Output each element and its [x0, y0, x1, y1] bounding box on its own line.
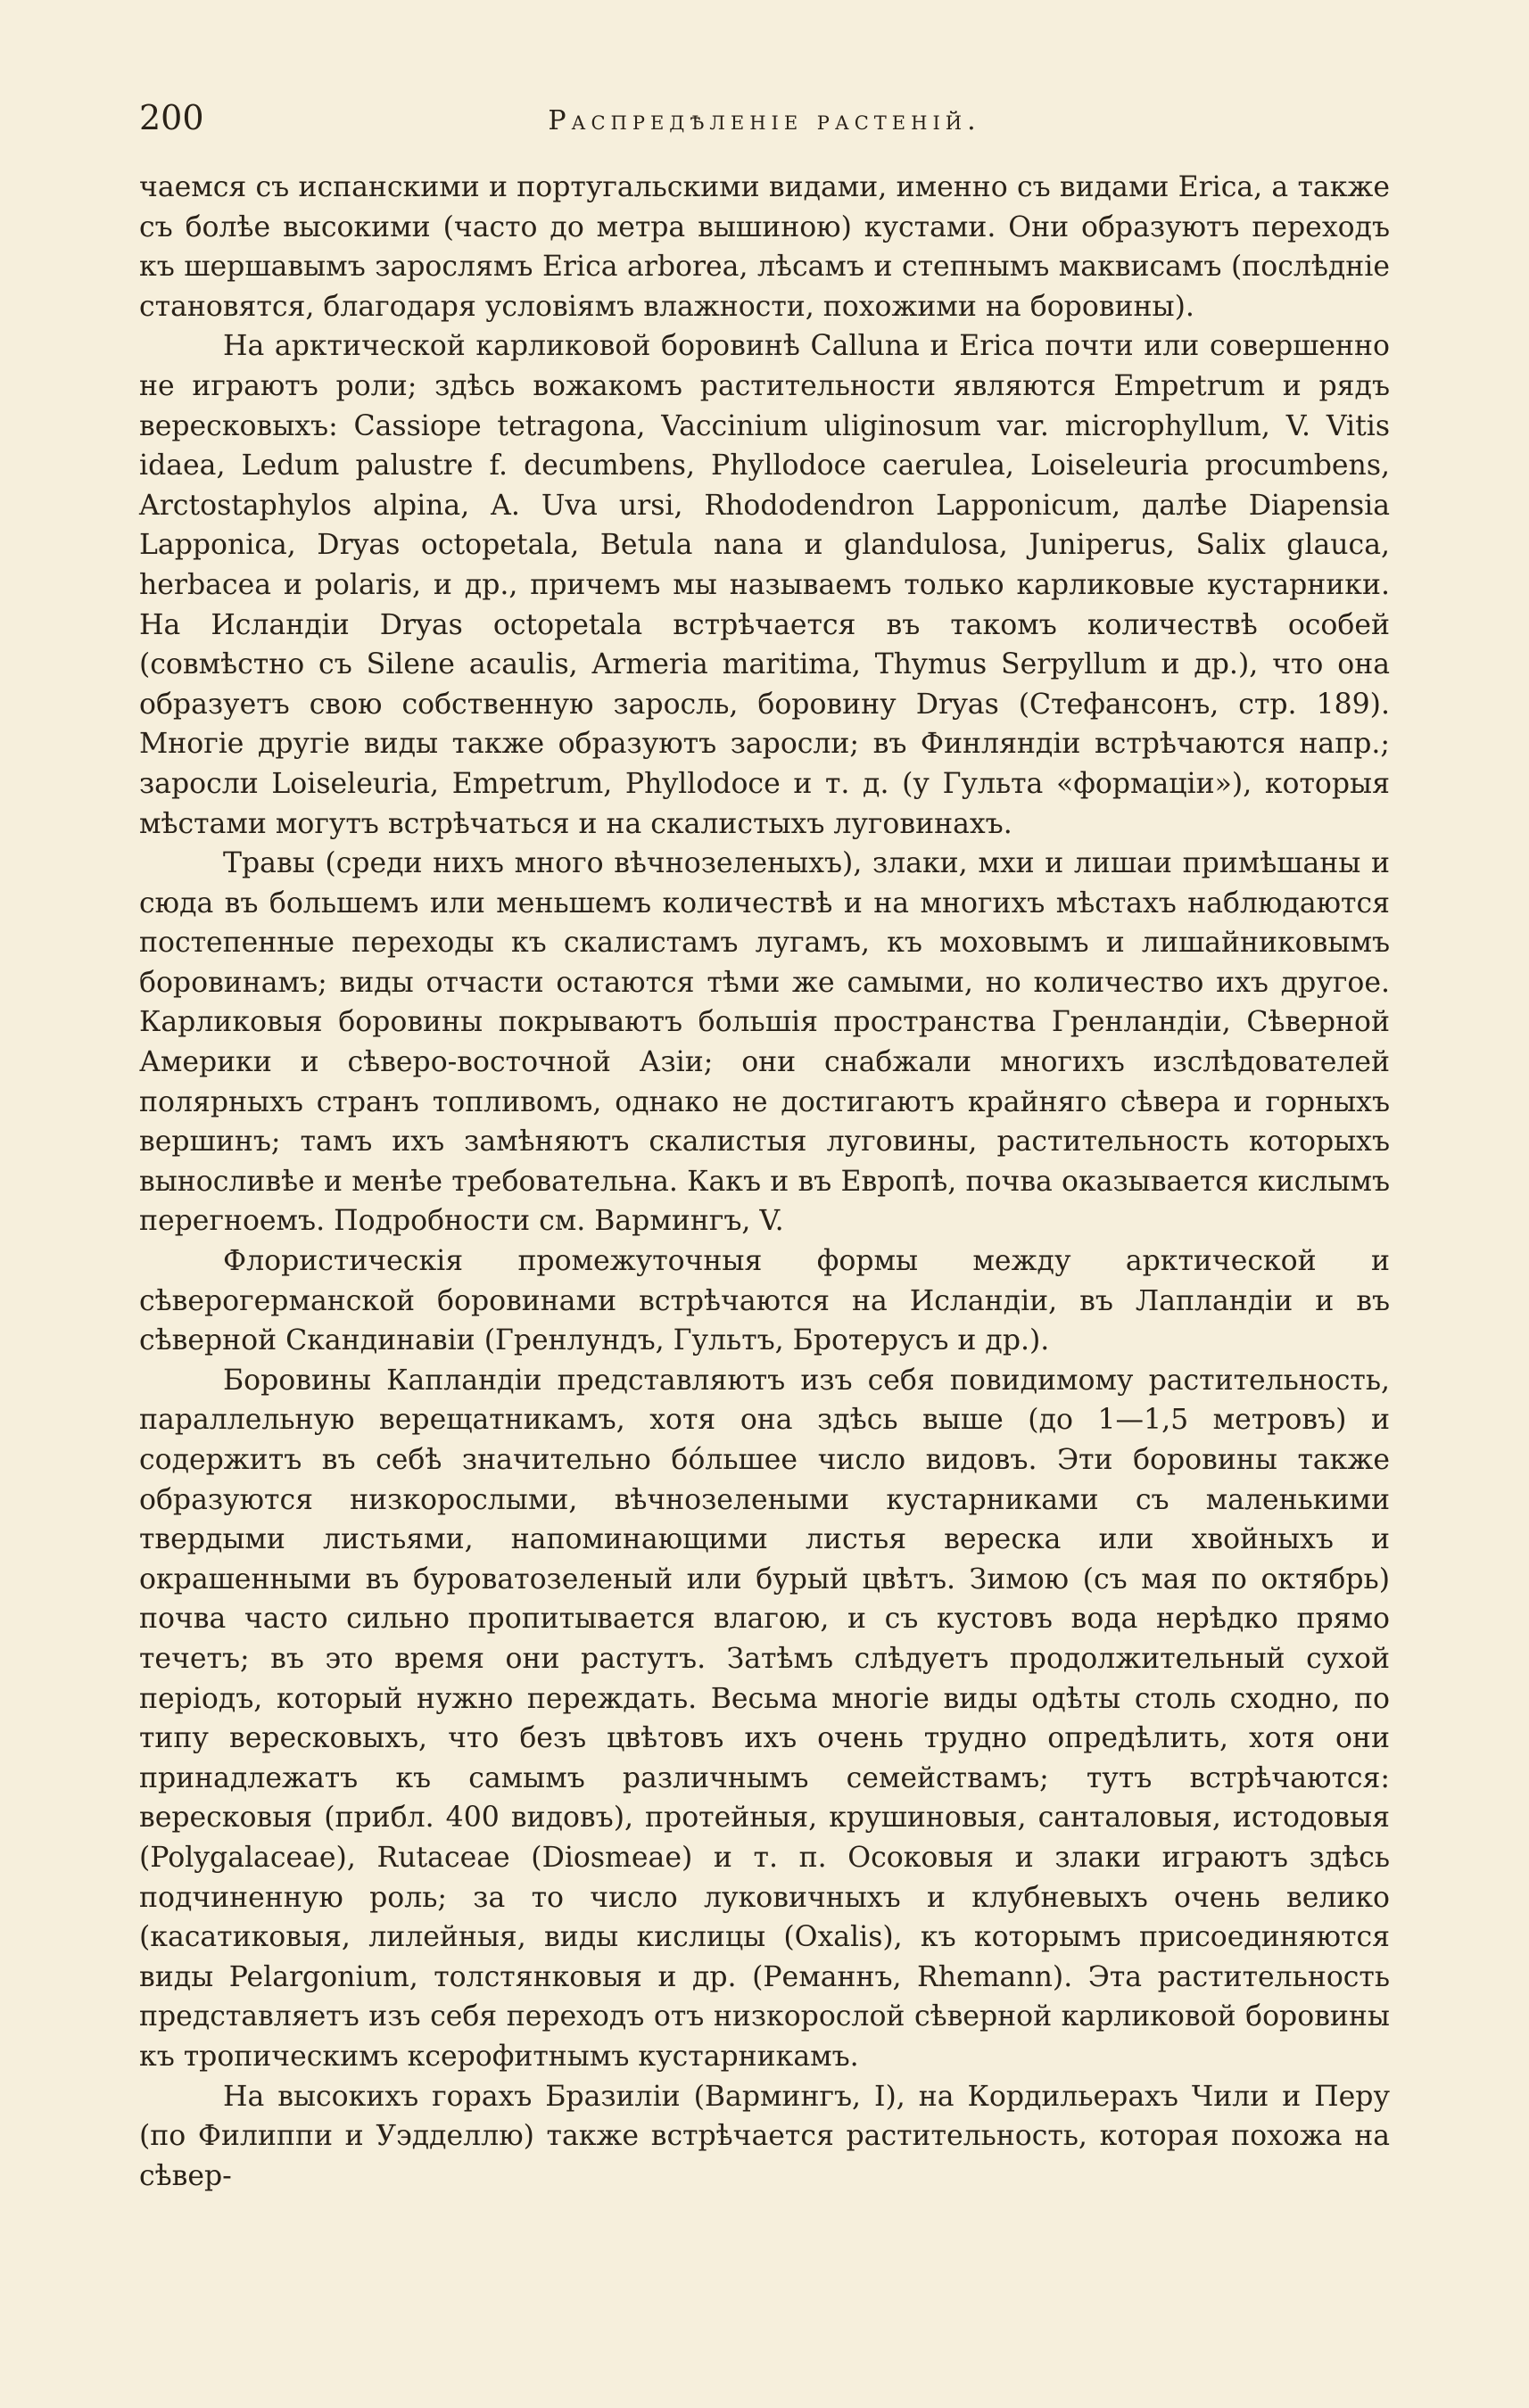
running-title: Распредѣленіе растеній.	[548, 105, 981, 136]
page-header	[139, 98, 1390, 152]
paragraph-6: На высокихъ горахъ Бразиліи (Вармингъ, I), на Кордильерахъ Чили и Перу (по Филиппи и Уэдделлю) также встрѣчается растительность, которая похожа на сѣвер-	[139, 2080, 1390, 2192]
paragraph-3: Травы (среди нихъ много вѣчнозеленыхъ), злаки, мхи и лишаи примѣшаны и сюда въ большемъ или меньшемъ количествѣ и на многихъ мѣстахъ наблюдаются постепенные переходы къ скалистамъ лугамъ, къ моховымъ и лишайниковымъ боровинамъ; виды отчасти остаются тѣми же самыми, но количество ихъ другое. Карликовыя боровины покрываютъ большія пространства Гренландіи, Сѣверной Америки и сѣверо-восточной Азіи; они снабжали многихъ изслѣдователей полярныхъ странъ топливомъ, однако не достигаютъ крайняго сѣвера и горныхъ вершинъ; тамъ ихъ замѣняютъ скалистыя луговины, растительность которыхъ выносливѣе и менѣе требовательна. Какъ и въ Европѣ, почва оказывается кислымъ перегноемъ. Подробности см. Вармингъ, V.	[139, 847, 1390, 1238]
paragraph-2: На арктической карликовой боровинѣ Calluna и Erica почти или совершенно не играютъ роли; здѣсь вожакомъ растительности являются Empetrum и рядъ вересковыхъ: Cassiope tetragona, Vaccinium uliginosum var. microphyllum, V. Vitis idaea, Ledum palustre f. decumbens, Phyllodoce caerulea, Loiseleuria procumbens, Arctostaphylos alpina, A. Uva ursi, Rhododendron Lapponicum, далѣе Diapensia Lapponica, Dryas octopetala, Betula nana и glandulosa, Juniperus, Salix glauca, herbacea и polaris, и др., причемъ мы называемъ только карликовые кустарники. На Исландіи Dryas octopetala встрѣчается въ такомъ количествѣ особей (совмѣстно съ Silene acaulis, Armeria maritima, Thymus Serpyllum и др.), что она образуетъ свою собственную заросль, боровину Dryas (Стефансонъ, стр. 189). Многіе другіе виды также образуютъ заросли; въ Финляндіи встрѣчаются напр.; заросли Loiseleuria, Empetrum, Phyllodoce и т. д. (у Гульта «формаціи»), которыя мѣстами могутъ встрѣчаться и на скалистыхъ луговинахъ.	[139, 330, 1390, 840]
body-text	[139, 168, 1390, 2196]
page-number: 200	[139, 98, 204, 137]
paragraph-1: чаемся съ испанскими и португальскими видами, именно съ видами Erica, а также съ болѣе высокими (часто до метра вышиною) кустами. Они образуютъ переходъ къ шершавымъ зарослямъ Erica arborea, лѣсамъ и степнымъ маквисамъ (послѣдніе становятся, благодаря условіямъ влажности, похожими на боровины).	[139, 171, 1390, 323]
paragraph-5: Боровины Капландіи представляютъ изъ себя повидимому растительность, параллельную верещатникамъ, хотя она здѣсь выше (до 1—1,5 метровъ) и содержитъ въ себѣ значительно бо́льшее число видовъ. Эти боровины также образуются низкорослыми, вѣчнозелеными кустарниками съ маленькими твердыми листьями, напоминающими листья вереска или хвойныхъ и окрашенными въ буроватозеленый или бурый цвѣтъ. Зимою (съ мая по октябрь) почва часто сильно пропитывается влагою, и съ кустовъ вода нерѣдко прямо течетъ; въ это время они растутъ. Затѣмъ слѣдуетъ продолжительный сухой періодъ, который нужно переждать. Весьма многіе виды одѣты столь сходно, по типу вересковыхъ, что безъ цвѣтовъ ихъ очень трудно опредѣлить, хотя они принадлежатъ къ самымъ различнымъ семействамъ; тутъ встрѣчаются: вересковыя (прибл. 400 видовъ), протейныя, крушиновыя, санталовыя, истодовыя (Polygalaceae), Rutaceae (Diosmeae) и т. п. Осоковыя и злаки играютъ здѣсь подчиненную роль; за то число луковичныхъ и клубневыхъ очень велико (касатиковыя, лилейныя, виды кислицы (Oxalis), къ которымъ присоединяются виды Pelargonium, толстянковыя и др. (Реманнъ, Rhemann). Эта растительность представляетъ изъ себя переходъ отъ низкорослой сѣверной карликовой боровины къ тропическимъ ксерофитнымъ кустарникамъ.	[139, 1364, 1390, 2073]
paragraph-4: Флористическія промежуточныя формы между арктической и сѣверогерманской боровинами встрѣчаются на Исландіи, въ Лапландіи и въ сѣверной Скандинавіи (Гренлундъ, Гультъ, Бротерусъ и др.).	[139, 1245, 1390, 1357]
